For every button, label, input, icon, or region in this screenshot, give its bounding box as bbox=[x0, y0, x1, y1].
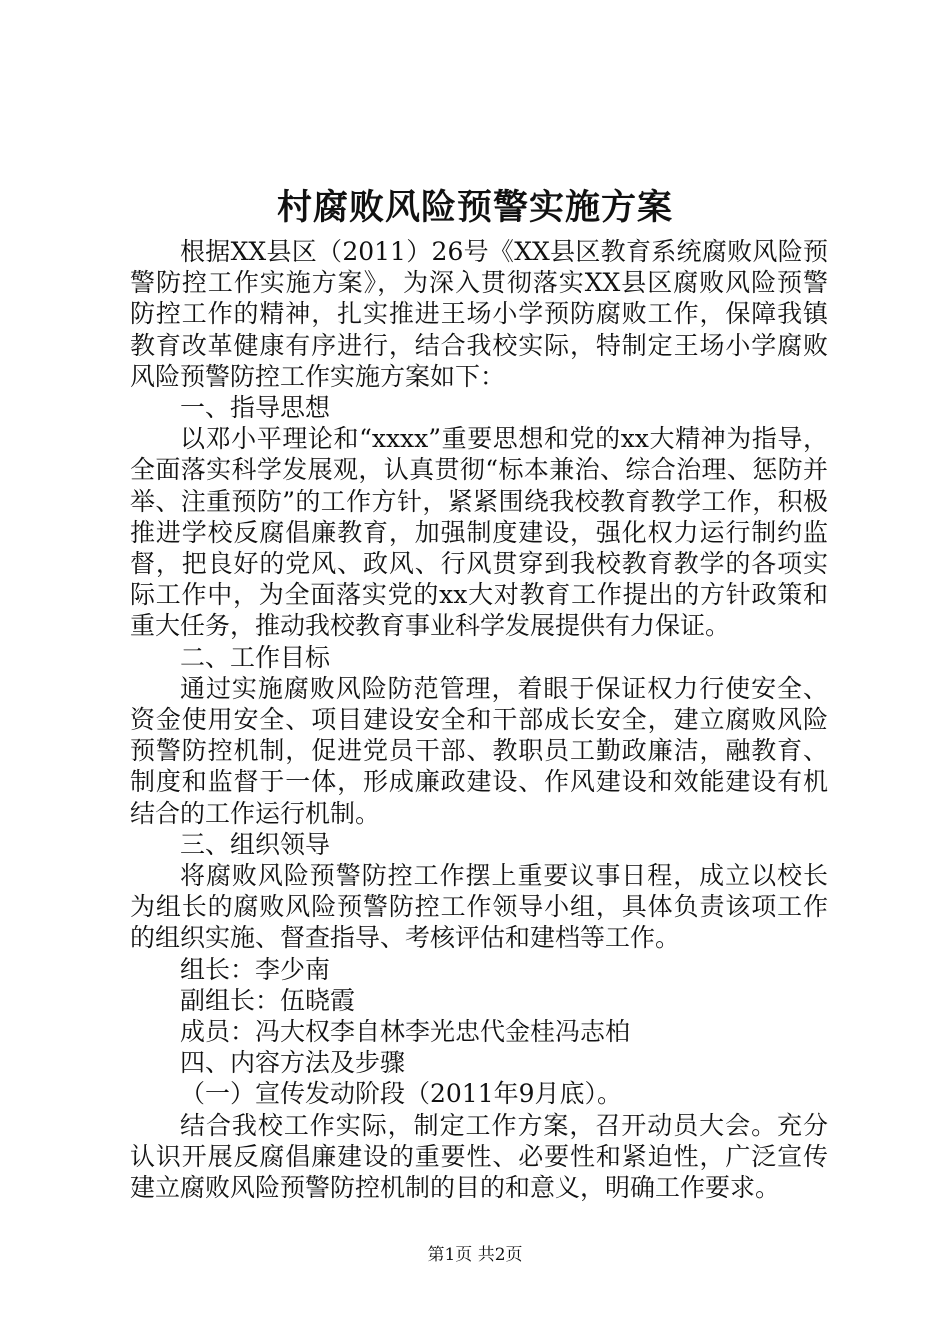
section-heading-guiding-thought: 一、指导思想 bbox=[180, 393, 331, 423]
work-goal-paragraph: 通过实施腐败风险防范管理，着眼于保证权力行使安全、资金使用安全、项目建设安全和干部成长安全，建立腐败风险预警防控机制，促进党员干部、教职员工勤政廉洁，融教育、制度和监督于一体，形成廉政建设、作风建设和效能建设有机结合的工作运行机制。 bbox=[130, 673, 828, 828]
intro-paragraph: 根据XX县区（2011）26号《XX县区教育系统腐败风险预警防控工作实施方案》，为深入贯彻落实XX县区腐败风险预警防控工作的精神，扎实推进王场小学预防腐败工作，保障我镇教育改革健康有序进行，结合我校实际，特制定王场小学腐败风险预警防控工作实施方案如下： bbox=[130, 237, 828, 391]
members-line: 成员：冯大权李自林李光忠代金桂冯志柏 bbox=[180, 1017, 631, 1047]
guiding-thought-paragraph: 以邓小平理论和“xxxx”重要思想和党的xx大精神为指导，全面落实科学发展观，认真贯彻“标本兼治、综合治理、惩防并举、注重预防”的工作方针，紧紧围绕我校教育教学工作，积极推进学校反腐倡廉教育，加强制度建设，强化权力运行制约监督，把良好的党风、政风、行风贯穿到我校教育教学的各项实际工作中，为全面落实党的xx大对教育工作提出的方针政策和重大任务，推动我校教育事业科学发展提供有力保证。 bbox=[130, 424, 828, 641]
organization-paragraph: 将腐败风险预警防控工作摆上重要议事日程，成立以校长为组长的腐败风险预警防控工作领导小组，具体负责该项工作的组织实施、督查指导、考核评估和建档等工作。 bbox=[130, 861, 828, 953]
document-title: 村腐败风险预警实施方案 bbox=[276, 187, 673, 228]
section-heading-work-goal: 二、工作目标 bbox=[180, 642, 331, 672]
subsection-heading-publicity: （一）宣传发动阶段（2011年9月底）。 bbox=[180, 1079, 623, 1109]
section-heading-organization: 三、组织领导 bbox=[180, 829, 331, 859]
deputy-leader-line: 副组长：伍晓霞 bbox=[180, 985, 356, 1015]
document-body bbox=[130, 236, 828, 1203]
section-heading-content-methods: 四、内容方法及步骤 bbox=[180, 1048, 406, 1078]
publicity-paragraph: 结合我校工作实际，制定工作方案，召开动员大会。充分认识开展反腐倡廉建设的重要性、必要性和紧迫性，广泛宣传建立腐败风险预警防控机制的目的和意义，明确工作要求。 bbox=[130, 1110, 828, 1203]
group-leader-line: 组长：李少南 bbox=[180, 954, 331, 984]
page-footer: 第1页 共2页 bbox=[427, 1245, 523, 1265]
